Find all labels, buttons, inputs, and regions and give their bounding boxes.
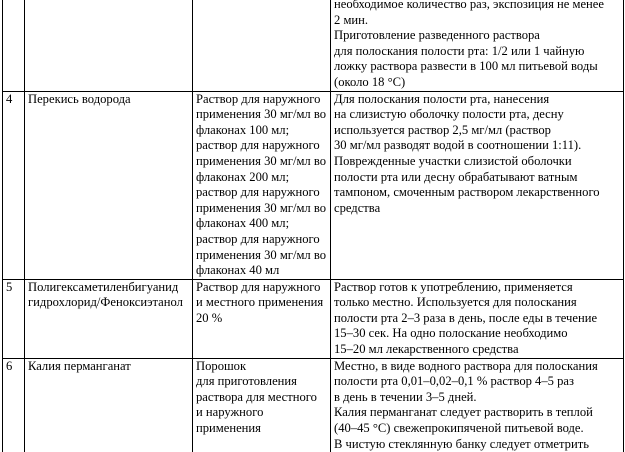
usage-instructions-line: на слизистую оболочку полости рта, десну [334, 107, 564, 122]
dosage-form-line: применения 30 мг/мл во [196, 107, 327, 122]
drug-name-line: Перекись водорода [28, 91, 131, 106]
table-row [3, 91, 624, 279]
table-row [3, 0, 624, 91]
dosage-form-line: раствор для наружного [196, 231, 320, 246]
usage-instructions-line: (около 18 °С) [334, 74, 406, 89]
drug-name [25, 0, 193, 91]
dosage-form-line: и наружного [196, 405, 264, 420]
usage-instructions-line: 2 мин. [334, 12, 369, 27]
usage-instructions-line: полости рта или десну обрабатывают ватным [334, 169, 578, 184]
usage-instructions [331, 91, 624, 279]
drug-name-line: гидрохлорид/Феноксиэтанол [28, 295, 183, 310]
dosage-form [193, 91, 331, 279]
dosage-form-line: Порошок [196, 358, 247, 373]
usage-instructions-line: (40–45 °С) свежепрокипяченой питьевой воде. [334, 421, 584, 436]
medication-table [2, 0, 624, 452]
row-number [3, 0, 25, 91]
drug-name [25, 91, 193, 279]
usage-instructions-line: только местно. Используется для полоскания [334, 295, 577, 310]
dosage-form-line: раствора для местного [196, 389, 317, 404]
dosage-form [193, 0, 331, 91]
usage-instructions-line: средства [334, 200, 381, 215]
usage-instructions-line: в день в течении 3–5 дней. [334, 389, 477, 404]
drug-name [25, 358, 193, 452]
dosage-form-line: флаконах 200 мл; [196, 169, 290, 184]
dosage-form-line: раствор для наружного [196, 185, 320, 200]
dosage-form-line: раствор для наружного [196, 138, 320, 153]
usage-instructions-line: тампоном, смоченным раствором лекарственного [334, 185, 600, 200]
usage-instructions-line: полости рта 2–3 раза в день, после еды в течение [334, 310, 598, 325]
usage-instructions-line: Приготовление разведенного раствора [334, 28, 540, 43]
usage-instructions-line: используется раствор 2,5 мг/мл (раствор [334, 122, 551, 137]
usage-instructions-line: 15–20 мл лекарственного средства [334, 342, 519, 357]
usage-instructions-line: Местно, в виде водного раствора для полоскания [334, 358, 598, 373]
usage-instructions [331, 279, 624, 358]
dosage-form [193, 358, 331, 452]
dosage-form-line: применения 30 мг/мл во [196, 247, 327, 262]
dosage-form-line: для приготовления [196, 374, 297, 389]
dosage-form-line: применения 30 мг/мл во [196, 153, 327, 168]
usage-instructions-line: Поврежденные участки слизистой оболочки [334, 153, 572, 168]
table-row [3, 279, 624, 358]
dosage-form-line: 20 % [196, 310, 223, 325]
table-row [3, 358, 624, 452]
usage-instructions-line: Раствор готов к употреблению, применяется [334, 279, 573, 294]
dosage-form-line: применения [196, 421, 261, 436]
usage-instructions-line: ложку раствора развести в 100 мл питьевой воды [334, 59, 598, 74]
usage-instructions-line: полости рта 0,01–0,02–0,1 % раствор 4–5 раз [334, 374, 574, 389]
usage-instructions-line: Калия перманганат следует растворить в теплой [334, 405, 593, 420]
usage-instructions-line: 30 мг/мл разводят водой в соотношении 1:11). [334, 138, 582, 153]
dosage-form-line: Раствор для наружного [196, 91, 321, 106]
usage-instructions-line: В чистую стеклянную банку следует отметрить [334, 436, 589, 451]
dosage-form-line: флаконах 400 мл; [196, 216, 290, 231]
drug-name-line: Калия перманганат [28, 358, 131, 373]
usage-instructions-line: необходимое количество раз, экспозиция не менее [334, 0, 604, 11]
dosage-form [193, 279, 331, 358]
usage-instructions-line: Для полоскания полости рта, нанесения [334, 91, 550, 106]
dosage-form-line: флаконах 100 мл; [196, 122, 290, 137]
dosage-form-line: Раствор для наружного [196, 279, 321, 294]
drug-name-line: Полигексаметиленбигуанид [28, 279, 179, 294]
row-number: 6 [3, 358, 25, 452]
usage-instructions-line: для полоскания полости рта: 1/2 или 1 чайную [334, 43, 585, 58]
usage-instructions [331, 0, 624, 91]
dosage-form-line: флаконах 40 мл [196, 263, 280, 278]
row-number: 5 [3, 279, 25, 358]
usage-instructions-line: 15–30 сек. На одно полоскание необходимо [334, 326, 568, 341]
row-number: 4 [3, 91, 25, 279]
usage-instructions [331, 358, 624, 452]
dosage-form-line: и местного применения [196, 295, 324, 310]
drug-name [25, 279, 193, 358]
dosage-form-line: применения 30 мг/мл во [196, 200, 327, 215]
